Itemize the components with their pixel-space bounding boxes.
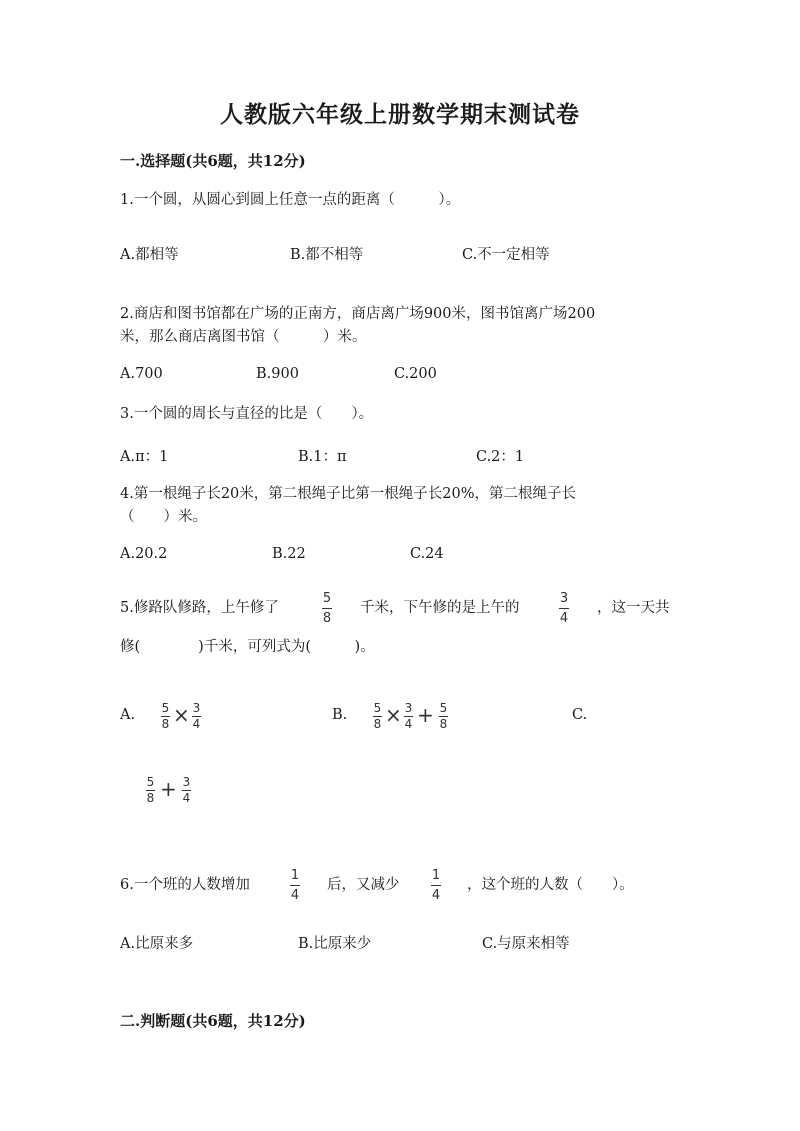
fraction-bar [322, 608, 332, 609]
question-2-line-1: 2.商店和图书馆都在广场的正南方，商店离广场900米，图书馆离广场200 [120, 306, 596, 322]
multiply-sign: × [173, 703, 190, 727]
fraction-bar [431, 885, 441, 886]
fraction-three-quarters [182, 776, 191, 805]
q6-option-a[interactable]: A.比原来多 [120, 936, 194, 952]
q4-option-a[interactable]: A.20.2 [120, 546, 168, 562]
question-6-part-2: 后，又减少 [327, 877, 400, 893]
fraction-denominator: 4 [404, 717, 413, 731]
fraction-bar [559, 608, 569, 609]
page-title: 人教版六年级上册数学期末测试卷 [220, 101, 580, 128]
fraction-five-eighths [146, 776, 155, 805]
fraction-denominator: 8 [322, 611, 332, 626]
fraction-numerator: 3 [182, 775, 191, 789]
fraction-three-quarters [192, 702, 201, 731]
fraction-denominator: 4 [290, 888, 300, 903]
section-2-heading: 二.判断题(共6题，共12分) [120, 1012, 306, 1030]
question-5-part-1: 5.修路队修路，上午修了 [120, 600, 279, 616]
q5-option-a[interactable]: A. [120, 707, 136, 723]
question-6-part-1: 6.一个班的人数增加 [120, 877, 250, 893]
plus-sign: + [160, 777, 177, 801]
fraction-denominator: 4 [559, 611, 569, 626]
fraction-denominator: 8 [161, 717, 170, 731]
q5-option-c[interactable]: C. [572, 707, 588, 723]
q2-option-a[interactable]: A.700 [120, 366, 163, 382]
q2-option-c[interactable]: C.200 [394, 366, 437, 382]
fraction-numerator: 5 [439, 701, 448, 715]
q3-option-b[interactable]: B.1：π [298, 449, 347, 465]
question-5-part-3: ，这一天共 [597, 600, 670, 616]
fraction-numerator: 5 [373, 701, 382, 715]
fraction-one-quarter [431, 868, 441, 903]
q3-option-a[interactable]: A.π：1 [120, 449, 169, 465]
q4-option-b[interactable]: B.22 [272, 546, 306, 562]
q3-option-c[interactable]: C.2：1 [476, 449, 525, 465]
question-4-line-2: （ ）米。 [120, 509, 207, 525]
section-1-heading: 一.选择题(共6题，共12分) [120, 152, 306, 170]
q4-option-c[interactable]: C.24 [410, 546, 444, 562]
question-6-part-3: ，这个班的人数（ ）。 [467, 877, 634, 893]
fraction-numerator: 5 [146, 775, 155, 789]
fraction-denominator: 4 [182, 791, 191, 805]
fraction-five-eighths [161, 702, 170, 731]
fraction-three-quarters [559, 591, 569, 626]
fraction-one-quarter [290, 868, 300, 903]
q1-option-a[interactable]: A.都相等 [120, 247, 179, 263]
fraction-numerator: 1 [290, 868, 300, 883]
fraction-numerator: 3 [404, 701, 413, 715]
q2-option-b[interactable]: B.900 [256, 366, 299, 382]
question-5-part-2: 千米，下午修的是上午的 [360, 600, 520, 616]
question-4-line-1: 4.第一根绳子长20米，第二根绳子比第一根绳子长20%，第二根绳子长 [120, 486, 577, 502]
q1-option-b[interactable]: B.都不相等 [290, 247, 364, 263]
question-2-line-2: 米，那么商店离图书馆（ ）米。 [120, 329, 367, 345]
fraction-numerator: 5 [322, 591, 332, 606]
fraction-numerator: 5 [161, 701, 170, 715]
question-5-line-2: 修( )千米，可列式为( )。 [120, 639, 375, 655]
multiply-sign: × [385, 703, 402, 727]
fraction-three-quarters [404, 702, 413, 731]
question-3-text: 3.一个圆的周长与直径的比是（ ）。 [120, 406, 374, 422]
fraction-denominator: 8 [373, 717, 382, 731]
fraction-denominator: 8 [439, 717, 448, 731]
fraction-numerator: 1 [431, 868, 441, 883]
q5-option-b[interactable]: B. [332, 707, 348, 723]
fraction-five-eighths [373, 702, 382, 731]
fraction-bar [290, 885, 300, 886]
fraction-denominator: 8 [146, 791, 155, 805]
q6-option-c[interactable]: C.与原来相等 [482, 936, 570, 952]
fraction-numerator: 3 [192, 701, 201, 715]
q6-option-b[interactable]: B.比原来少 [298, 936, 372, 952]
fraction-denominator: 4 [192, 717, 201, 731]
fraction-numerator: 3 [559, 591, 569, 606]
q1-option-c[interactable]: C.不一定相等 [462, 247, 550, 263]
fraction-denominator: 4 [431, 888, 441, 903]
plus-sign: + [417, 703, 434, 727]
fraction-five-eighths [439, 702, 448, 731]
question-1-text: 1.一个圆，从圆心到圆上任意一点的距离（ ）。 [120, 192, 461, 208]
fraction-five-eighths [322, 591, 332, 626]
